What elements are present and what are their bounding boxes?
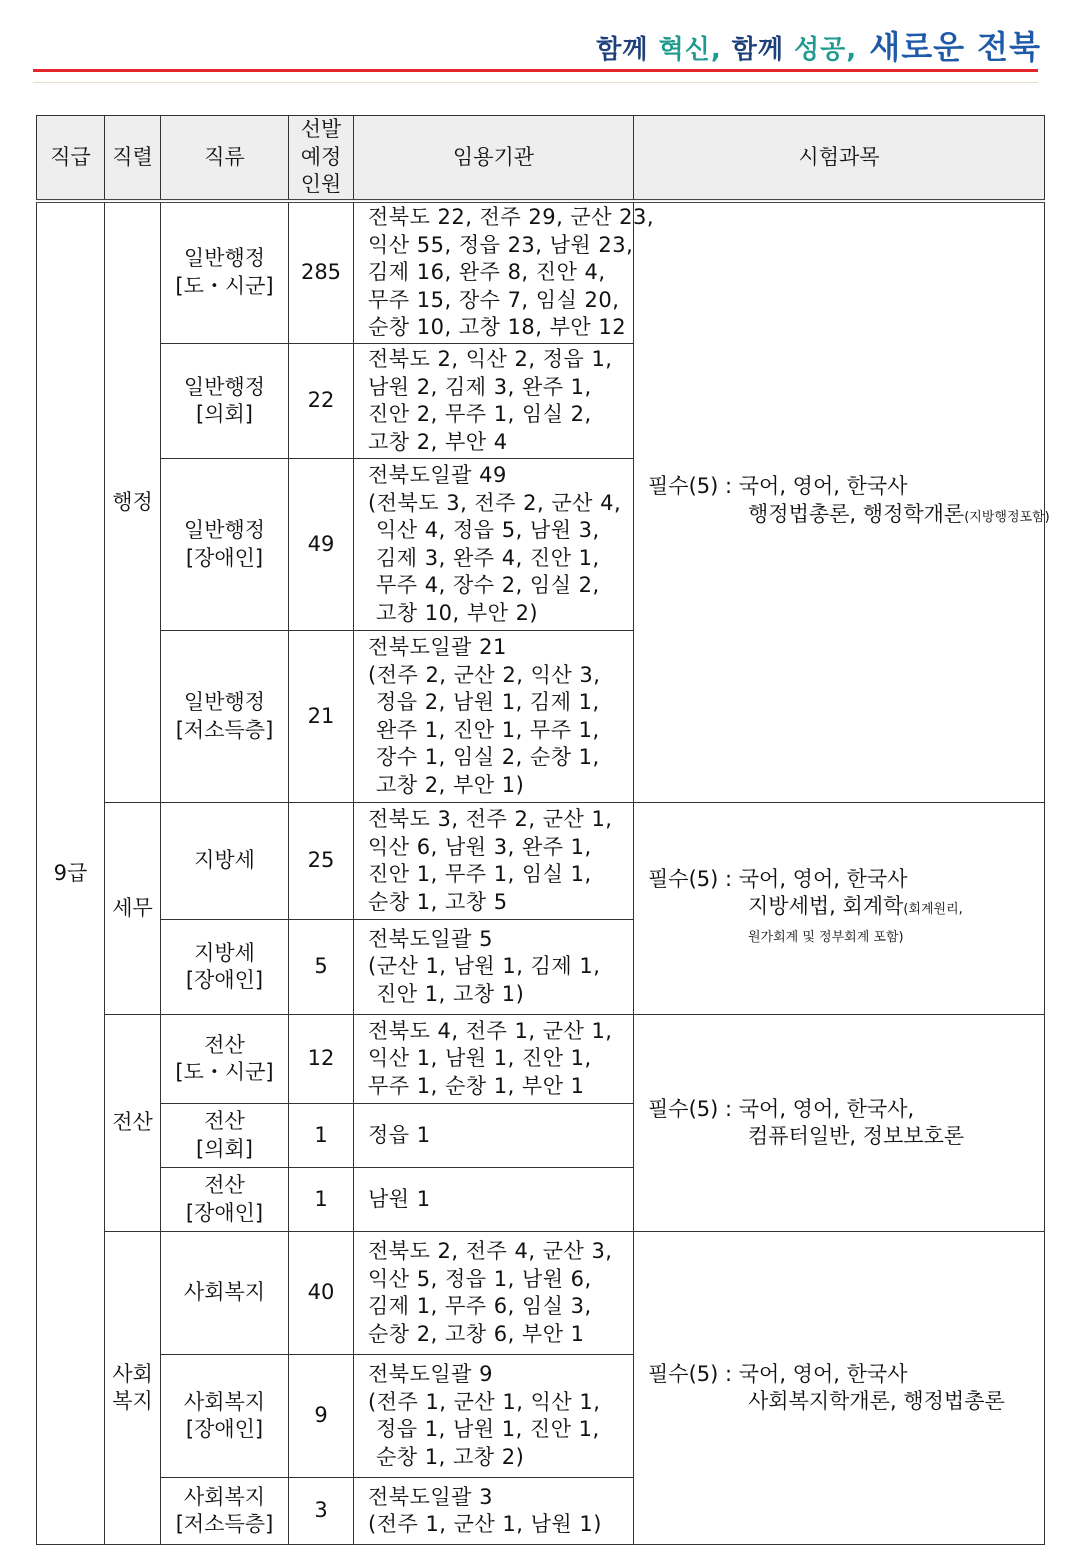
header-quota-line2: 예정 [300, 144, 342, 169]
header-agency: 임용기관 [354, 116, 634, 201]
agency-line: 김제 1, 무주 6, 임실 3, [368, 1294, 592, 1318]
agency-line: 전북도 22, 전주 29, 군산 23, [368, 205, 655, 229]
slogan-part-4: 성공, [794, 35, 858, 65]
category-cell [161, 1168, 289, 1232]
agency-line: 전북도일괄 5 [368, 926, 493, 951]
category-qualifier: [의회] [196, 402, 253, 426]
subjects-note: (지방행정포함) [964, 509, 1050, 525]
agency-cell [354, 1168, 634, 1232]
agency-line: 순창 1, 고창 2) [376, 1444, 525, 1469]
category-name: 일반행정 [183, 374, 266, 399]
series-cell: 전산 [105, 1015, 161, 1232]
category-name: 일반행정 [183, 518, 266, 542]
header-quota-line1: 선발 [300, 117, 342, 141]
category-cell [161, 803, 289, 920]
agency-line: 완주 1, 진안 1, 무주 1, [376, 717, 600, 742]
agency-line: 김제 16, 완주 8, 진안 4, [368, 260, 606, 284]
agency-cell [354, 803, 634, 920]
subjects-line: 필수(5) : 국어, 영어, 한국사, [648, 1096, 915, 1121]
count-cell: 3 [289, 1478, 354, 1545]
category-qualifier: [장애인] [185, 968, 264, 992]
table-row [37, 1232, 1045, 1355]
agency-line: 전북도일괄 21 [368, 635, 507, 659]
agency-cell [354, 1232, 634, 1355]
header-row [37, 116, 1045, 201]
agency-line: 정읍 1 [368, 1122, 431, 1147]
agency-line: 정읍 1, 남원 1, 진안 1, [376, 1417, 600, 1441]
agency-line: 익산 55, 정읍 23, 남원 23, [368, 232, 634, 257]
category-cell [161, 1478, 289, 1545]
agency-cell [354, 920, 634, 1015]
agency-line: 순창 2, 고창 6, 부안 1 [368, 1321, 585, 1346]
subjects-note: (회계원리, [903, 902, 963, 918]
agency-line: 고창 2, 부안 4 [368, 429, 508, 454]
count-cell: 12 [289, 1015, 354, 1104]
header-grade: 직급 [37, 116, 105, 201]
count-cell: 5 [289, 920, 354, 1015]
series-cell: 행정 [105, 201, 161, 803]
category-cell [161, 1015, 289, 1104]
agency-line: 전북도일괄 3 [368, 1484, 493, 1509]
agency-line: 남원 1 [368, 1186, 431, 1211]
category-qualifier: [장애인] [185, 1417, 264, 1441]
count-cell: 285 [289, 201, 354, 344]
category-qualifier: [장애인] [185, 545, 264, 570]
agency-line: 김제 3, 완주 4, 진안 1, [376, 545, 600, 570]
subjects-text: 행정법총론, 행정학개론 [748, 501, 965, 526]
agency-line: 진안 2, 무주 1, 임실 2, [368, 402, 592, 426]
agency-line: 익산 5, 정읍 1, 남원 6, [368, 1266, 592, 1291]
category-name: 지방세 [194, 848, 255, 873]
agency-line: 전북도일괄 49 [368, 463, 507, 487]
agency-cell [354, 201, 655, 344]
agency-cell [354, 1015, 634, 1104]
agency-cell [354, 1355, 634, 1478]
agency-line: (전주 1, 군산 1, 익산 1, [368, 1389, 601, 1414]
count-cell: 1 [289, 1168, 354, 1232]
table-row [37, 803, 1045, 920]
agency-line: 무주 15, 장수 7, 임실 20, [368, 287, 620, 312]
category-cell [161, 1232, 289, 1355]
slogan-part-2: 혁신, [658, 35, 722, 65]
category-cell [161, 1355, 289, 1478]
header-series: 직렬 [105, 116, 161, 201]
category-name: 지방세 [194, 940, 255, 965]
subjects-cell [634, 1015, 1045, 1232]
count-cell: 1 [289, 1104, 354, 1168]
agency-cell [354, 1104, 634, 1168]
header-quota [289, 116, 354, 201]
agency-cell [354, 459, 634, 631]
recruitment-table [36, 115, 1050, 1545]
header-category: 직류 [161, 116, 289, 201]
category-qualifier: [저소득층] [175, 717, 274, 742]
slogan [596, 22, 1041, 68]
agency-line: 순창 1, 고창 5 [368, 889, 508, 914]
category-name: 사회복지 [183, 1389, 266, 1414]
agency-line: 진안 1, 무주 1, 임실 1, [368, 862, 592, 886]
category-qualifier: [도・시군] [175, 273, 274, 298]
subjects-line: 필수(5) : 국어, 영어, 한국사 [648, 866, 908, 891]
slogan-part-1: 함께 [596, 35, 659, 65]
count-cell: 22 [289, 344, 354, 459]
category-name: 사회복지 [183, 1484, 266, 1509]
category-name: 사회복지 [183, 1280, 266, 1305]
agency-line: (전주 2, 군산 2, 익산 3, [368, 662, 601, 687]
agency-line: 고창 2, 부안 1) [376, 772, 525, 797]
count-cell: 9 [289, 1355, 354, 1478]
category-cell [161, 1104, 289, 1168]
grade-cell: 9급 [37, 201, 105, 1545]
slogan-part-5: 새로운 전북 [857, 28, 1041, 66]
agency-line: 무주 4, 장수 2, 임실 2, [376, 573, 600, 597]
count-cell: 21 [289, 631, 354, 803]
agency-line: 익산 1, 남원 1, 진안 1, [368, 1046, 592, 1071]
agency-line: 전북도 2, 전주 4, 군산 3, [368, 1239, 613, 1263]
count-cell: 40 [289, 1232, 354, 1355]
agency-line: 장수 1, 임실 2, 순창 1, [376, 745, 600, 769]
agency-line: 정읍 2, 남원 1, 김제 1, [376, 690, 600, 714]
agency-line: 남원 2, 김제 3, 완주 1, [368, 374, 592, 399]
series-line: 사회 [112, 1361, 153, 1386]
count-cell: 25 [289, 803, 354, 920]
subjects-cell [634, 201, 1050, 803]
agency-cell [354, 631, 634, 803]
agency-line: 전북도 3, 전주 2, 군산 1, [368, 807, 613, 831]
agency-line: 고창 10, 부안 2) [376, 600, 539, 625]
subjects-line [648, 501, 1050, 532]
category-cell [161, 201, 289, 344]
count-cell: 49 [289, 459, 354, 631]
agency-line: 전북도일괄 9 [368, 1362, 493, 1386]
agency-line: (전북도 3, 전주 2, 군산 4, [368, 490, 622, 515]
category-name: 일반행정 [183, 690, 266, 714]
category-qualifier: [도・시군] [175, 1060, 274, 1084]
category-cell [161, 631, 289, 803]
series-line: 복지 [112, 1389, 153, 1413]
subjects-line: 컴퓨터일반, 정보보호론 [748, 1124, 965, 1148]
slogan-part-3: 함께 [721, 35, 795, 65]
category-cell [161, 344, 289, 459]
table-row [37, 201, 1045, 344]
agency-line: 익산 4, 정읍 5, 남원 3, [376, 518, 600, 542]
subjects-line: 사회복지학개론, 행정법총론 [748, 1389, 1005, 1413]
header-quota-line3: 인원 [300, 172, 342, 196]
subjects-note: 원가회계 및 정부회계 포함) [748, 929, 904, 945]
subjects-cell [634, 1232, 1045, 1545]
agency-line: 전북도 2, 익산 2, 정읍 1, [368, 347, 613, 371]
category-qualifier: [의회] [196, 1136, 253, 1161]
header-thin-rule [33, 82, 1038, 83]
subjects-cell [634, 803, 1045, 1015]
category-name: 일반행정 [183, 246, 266, 271]
subjects-text: 지방세법, 회계학 [748, 894, 904, 919]
agency-line: (전주 1, 군산 1, 남원 1) [368, 1512, 602, 1536]
category-qualifier: [저소득층] [175, 1512, 274, 1536]
series-cell [105, 1232, 161, 1545]
agency-cell [354, 1478, 634, 1545]
category-cell [161, 459, 289, 631]
header-subjects: 시험과목 [634, 116, 1045, 201]
agency-line: (군산 1, 남원 1, 김제 1, [368, 954, 601, 979]
subjects-line [648, 893, 1044, 924]
subjects-line: 필수(5) : 국어, 영어, 한국사 [648, 474, 908, 499]
category-qualifier: [장애인] [185, 1200, 264, 1225]
agency-line: 익산 6, 남원 3, 완주 1, [368, 834, 592, 859]
category-name: 전산 [204, 1032, 245, 1057]
category-name: 전산 [204, 1109, 245, 1133]
agency-line: 진안 1, 고창 1) [376, 981, 525, 1006]
table-row [37, 1015, 1045, 1104]
agency-line: 순창 10, 고창 18, 부안 12 [368, 315, 627, 339]
category-name: 전산 [204, 1173, 245, 1197]
agency-cell [354, 344, 634, 459]
header-red-rule [33, 69, 1038, 72]
agency-line: 무주 1, 순창 1, 부안 1 [368, 1073, 585, 1098]
series-cell: 세무 [105, 803, 161, 1015]
subjects-line: 필수(5) : 국어, 영어, 한국사 [648, 1361, 908, 1386]
category-cell [161, 920, 289, 1015]
agency-line: 전북도 4, 전주 1, 군산 1, [368, 1018, 613, 1043]
